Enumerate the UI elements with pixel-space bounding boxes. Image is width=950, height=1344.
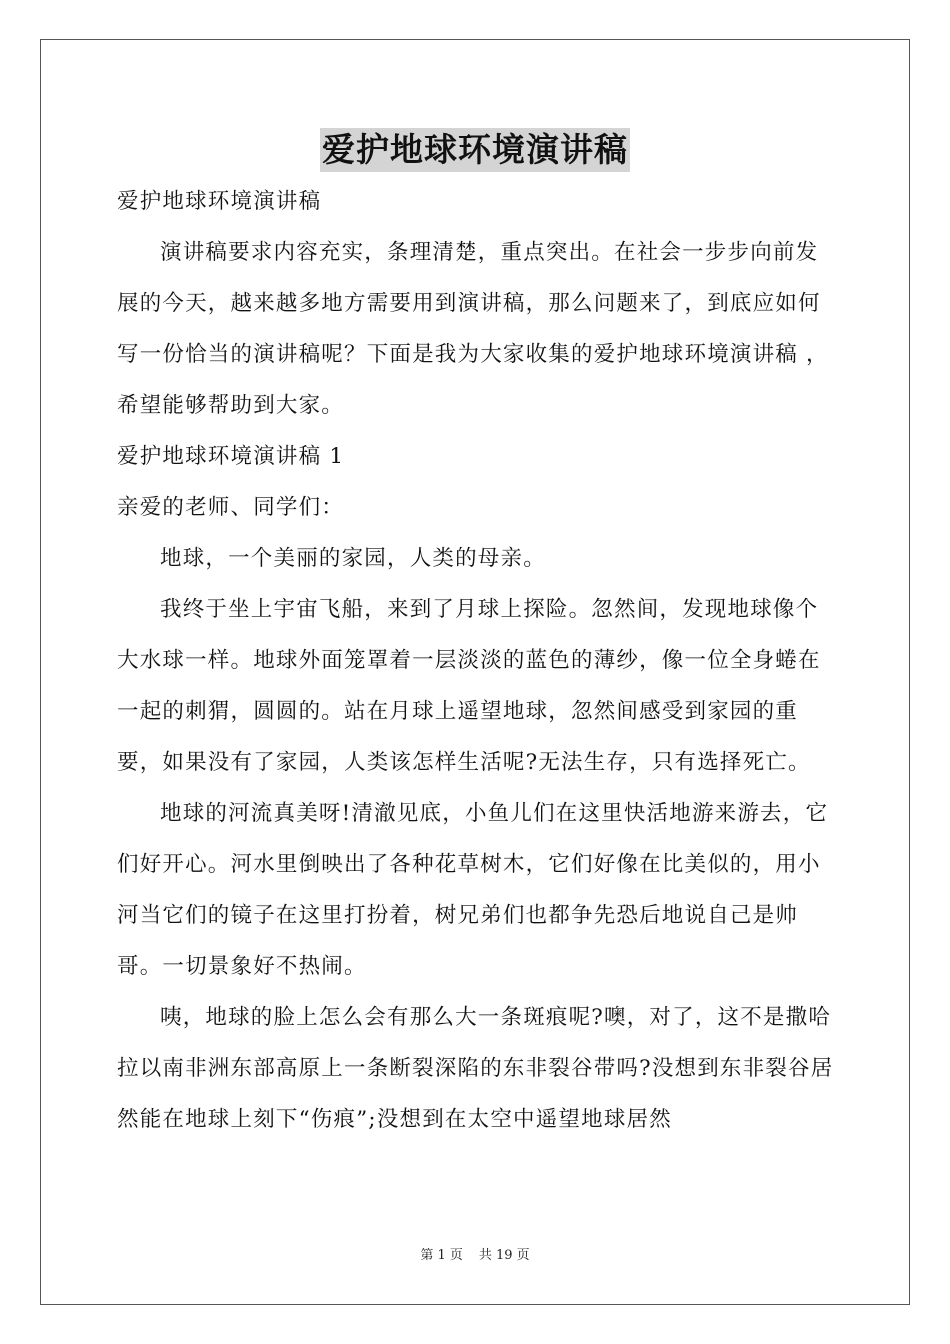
title-wrap: [0, 128, 950, 172]
page-number: 第 1 页: [420, 1248, 463, 1263]
paragraph: 咦，地球的脸上怎么会有那么大一条斑痕呢?噢，对了，这不是撒哈拉以南非洲东部高原上一条断裂深陷的东非裂谷带吗?没想到东非裂谷居然能在地球上刻下“伤痕”;没想到在太空中遥望地球居然: [117, 1005, 834, 1132]
paragraph: 演讲稿要求内容充实，条理清楚，重点突出。在社会一步步向前发展的今天，越来越多地方需要用到演讲稿，那么问题来了，到底应如何写一份恰当的演讲稿呢？下面是我为大家收集的爱护地球环境演讲稿 ，希望能够帮助到大家。: [117, 240, 829, 418]
document-title: 爱护地球环境演讲稿: [320, 128, 630, 172]
document-body: [117, 176, 837, 1145]
section-heading: 爱护地球环境演讲稿 1: [117, 444, 345, 469]
paragraph: 地球，一个美丽的家园，人类的母亲。: [160, 546, 546, 571]
page-footer: [0, 1247, 950, 1265]
page-total: 共 19 页: [478, 1248, 530, 1263]
salutation: 亲爱的老师、同学们：: [117, 495, 345, 520]
paragraph: 爱护地球环境演讲稿: [117, 189, 322, 214]
paragraph: 我终于坐上宇宙飞船，来到了月球上探险。忽然间，发现地球像个大水球一样。地球外面笼罩着一层淡淡的蓝色的薄纱，像一位全身蜷在一起的刺猬，圆圆的。站在月球上遥望地球，忽然间感受到家园的重要，如果没有了家园，人类该怎样生活呢?无法生存，只有选择死亡。: [117, 597, 821, 775]
paragraph: 地球的河流真美呀!清澈见底，小鱼儿们在这里快活地游来游去，它们好开心。河水里倒映出了各种花草树木，它们好像在比美似的，用小河当它们的镜子在这里打扮着，树兄弟们也都争先恐后地说自己是帅哥。一切景象好不热闹。: [117, 801, 829, 979]
